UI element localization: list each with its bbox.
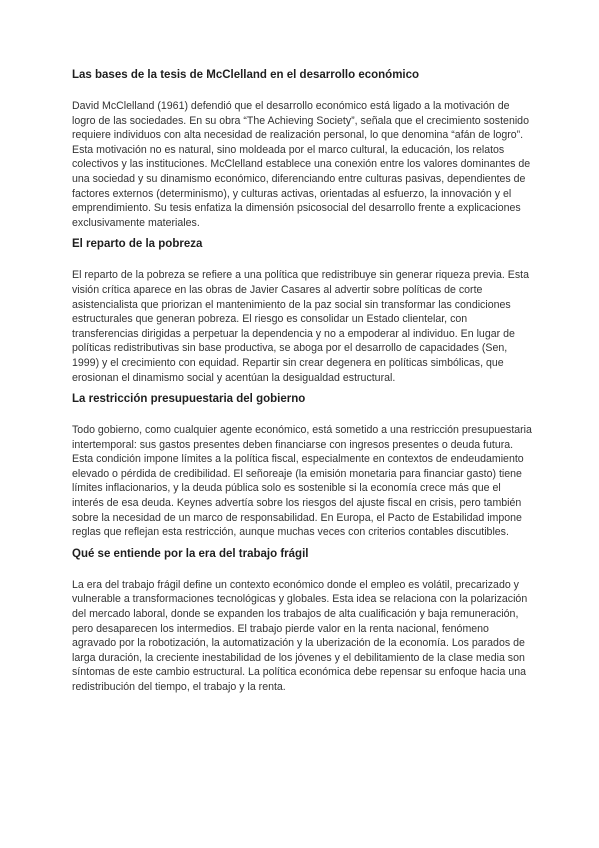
section-reparto-pobreza (72, 237, 532, 385)
section-trabajo-fragil (72, 547, 532, 695)
section-restriccion-presupuestaria (72, 392, 532, 540)
section-mcclelland (72, 68, 532, 230)
section-paragraph: El reparto de la pobreza se refiere a una política que redistribuye sin generar riqueza previa. Esta visión crítica aparece en las obras de Javier Casares al advertir sobre políticas de corte asistencialista que priorizan el mantenimiento de la paz social sin transformar las condiciones estructurales que generan pobreza. El riesgo es consolidar un Estado clientelar, con transferencias dirigidas a perpetuar la dependencia y no a empoderar al individuo. En lugar de políticas redistributivas sin base productiva, se aboga por el desarrollo de capacidades (Sen, 1999) y el crecimiento con equidad. Repartir sin crear degenera en políticas simbólicas, que erosionan el dinamismo social y acentúan la desigualdad estructural. (72, 269, 529, 384)
section-paragraph: Todo gobierno, como cualquier agente económico, está sometido a una restricción presupuestaria intertemporal: sus gastos presentes deben financiarse con ingresos presentes o deuda futura. Esta condición impone límites a la política fiscal, especialmente en contextos de endeudamiento elevado o pérdida de credibilidad. El señoreaje (la emisión monetaria para financiar gasto) tiene límites inflacionarios, y la deuda pública solo es sostenible si la economía crece más que el interés de esa deuda. Keynes advertía sobre los riesgos del ajuste fiscal en crisis, pero también sobre la necesidad de un marco de responsabilidad. En Europa, el Pacto de Estabilidad impone reglas que reflejan esta restricción, aunque muchas veces con criterios contables discutibles. (72, 424, 532, 539)
section-heading: La restricción presupuestaria del gobierno (72, 393, 306, 406)
section-heading: Qué se entiende por la era del trabajo frágil (72, 547, 309, 560)
section-paragraph: David McClelland (1961) defendió que el desarrollo económico está ligado a la motivación de logro de las sociedades. En su obra “The Achieving Society”, señala que el crecimiento sostenido requiere individuos con alta necesidad de realización personal, lo que denomina “afán de logro”. Esta motivación no es natural, sino moldeada por el marco cultural, la educación, los relatos colectivos y las instituciones. McClelland establece una conexión entre los valores dominantes de una sociedad y su dinamismo económico, diferenciando entre culturas pasivas, dependientes de factores externos (determinismo), y culturas activas, orientadas al esfuerzo, la innovación y el emprendimiento. Su tesis enfatiza la dimensión psicosocial del desarrollo frente a explicaciones exclusivamente materiales. (72, 100, 531, 229)
section-paragraph: La era del trabajo frágil define un contexto económico donde el empleo es volátil, precarizado y vulnerable a transformaciones tecnológicas y globales. Esta idea se relaciona con la polarización del mercado laboral, donde se expanden los trabajos de alta cualificación y baja remuneración, pero desaparecen los intermedios. El trabajo pierde valor en la renta nacional, fenómeno agravado por la robotización, la automatización y la uberización de la economía. Los parados de larga duración, la creciente inestabilidad de los jóvenes y el debilitamiento de la clase media son síntomas de este cambio estructural. La política económica debe repensar su enfoque hacia una redistribución del tiempo, el trabajo y la renta. (72, 578, 528, 693)
document-page (72, 68, 532, 702)
section-heading: El reparto de la pobreza (72, 238, 203, 251)
section-heading: Las bases de la tesis de McClelland en el desarrollo económico (72, 69, 420, 81)
